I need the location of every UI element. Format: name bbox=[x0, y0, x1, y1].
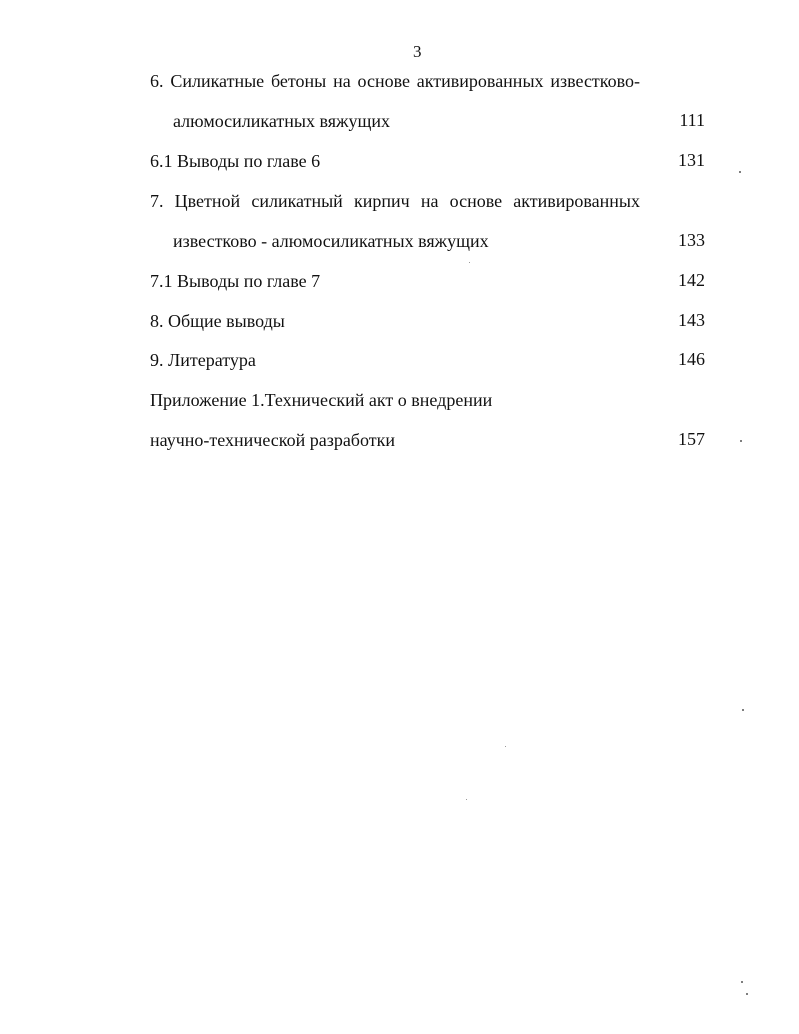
toc-entry-ch6-line2: алюмосиликатных вяжущих bbox=[173, 111, 390, 131]
toc-page-appendix: 157 bbox=[678, 429, 705, 449]
toc-page-ch6: 111 bbox=[679, 110, 705, 130]
scan-speck bbox=[740, 440, 742, 442]
scan-speck bbox=[469, 262, 470, 263]
toc-page-ch7-1: 142 bbox=[678, 270, 705, 290]
page-number: 3 bbox=[413, 42, 422, 61]
toc-entry-ch7-line2: известково - алюмосиликатных вяжущих bbox=[173, 231, 489, 251]
scan-speck bbox=[739, 171, 741, 173]
toc-entry-ch8: 8. Общие выводы bbox=[150, 311, 285, 331]
toc-entry-ch6-line1: 6. Силикатные бетоны на основе активированных известково- bbox=[150, 71, 640, 91]
toc-entry-appendix-line1: Приложение 1.Технический акт о внедрении bbox=[150, 390, 493, 410]
scan-speck bbox=[741, 981, 743, 983]
scan-speck bbox=[466, 799, 467, 800]
toc-page-ch7: 133 bbox=[678, 230, 705, 250]
toc-page-ch8: 143 bbox=[678, 310, 705, 330]
toc-entry-ch6-1: 6.1 Выводы по главе 6 bbox=[150, 151, 321, 171]
scan-speck bbox=[505, 746, 506, 747]
toc-entry-ch7-1: 7.1 Выводы по главе 7 bbox=[150, 271, 321, 291]
toc-entry-appendix-line2: научно-технической разработки bbox=[150, 430, 395, 450]
scan-speck bbox=[742, 709, 744, 711]
toc-entry-ch9: 9. Литература bbox=[150, 350, 256, 370]
scan-speck bbox=[746, 993, 748, 995]
toc-page-ch9: 146 bbox=[678, 349, 705, 369]
toc-entry-ch7-line1: 7. Цветной силикатный кирпич на основе активированных bbox=[150, 191, 640, 211]
toc-page-ch6-1: 131 bbox=[678, 150, 705, 170]
